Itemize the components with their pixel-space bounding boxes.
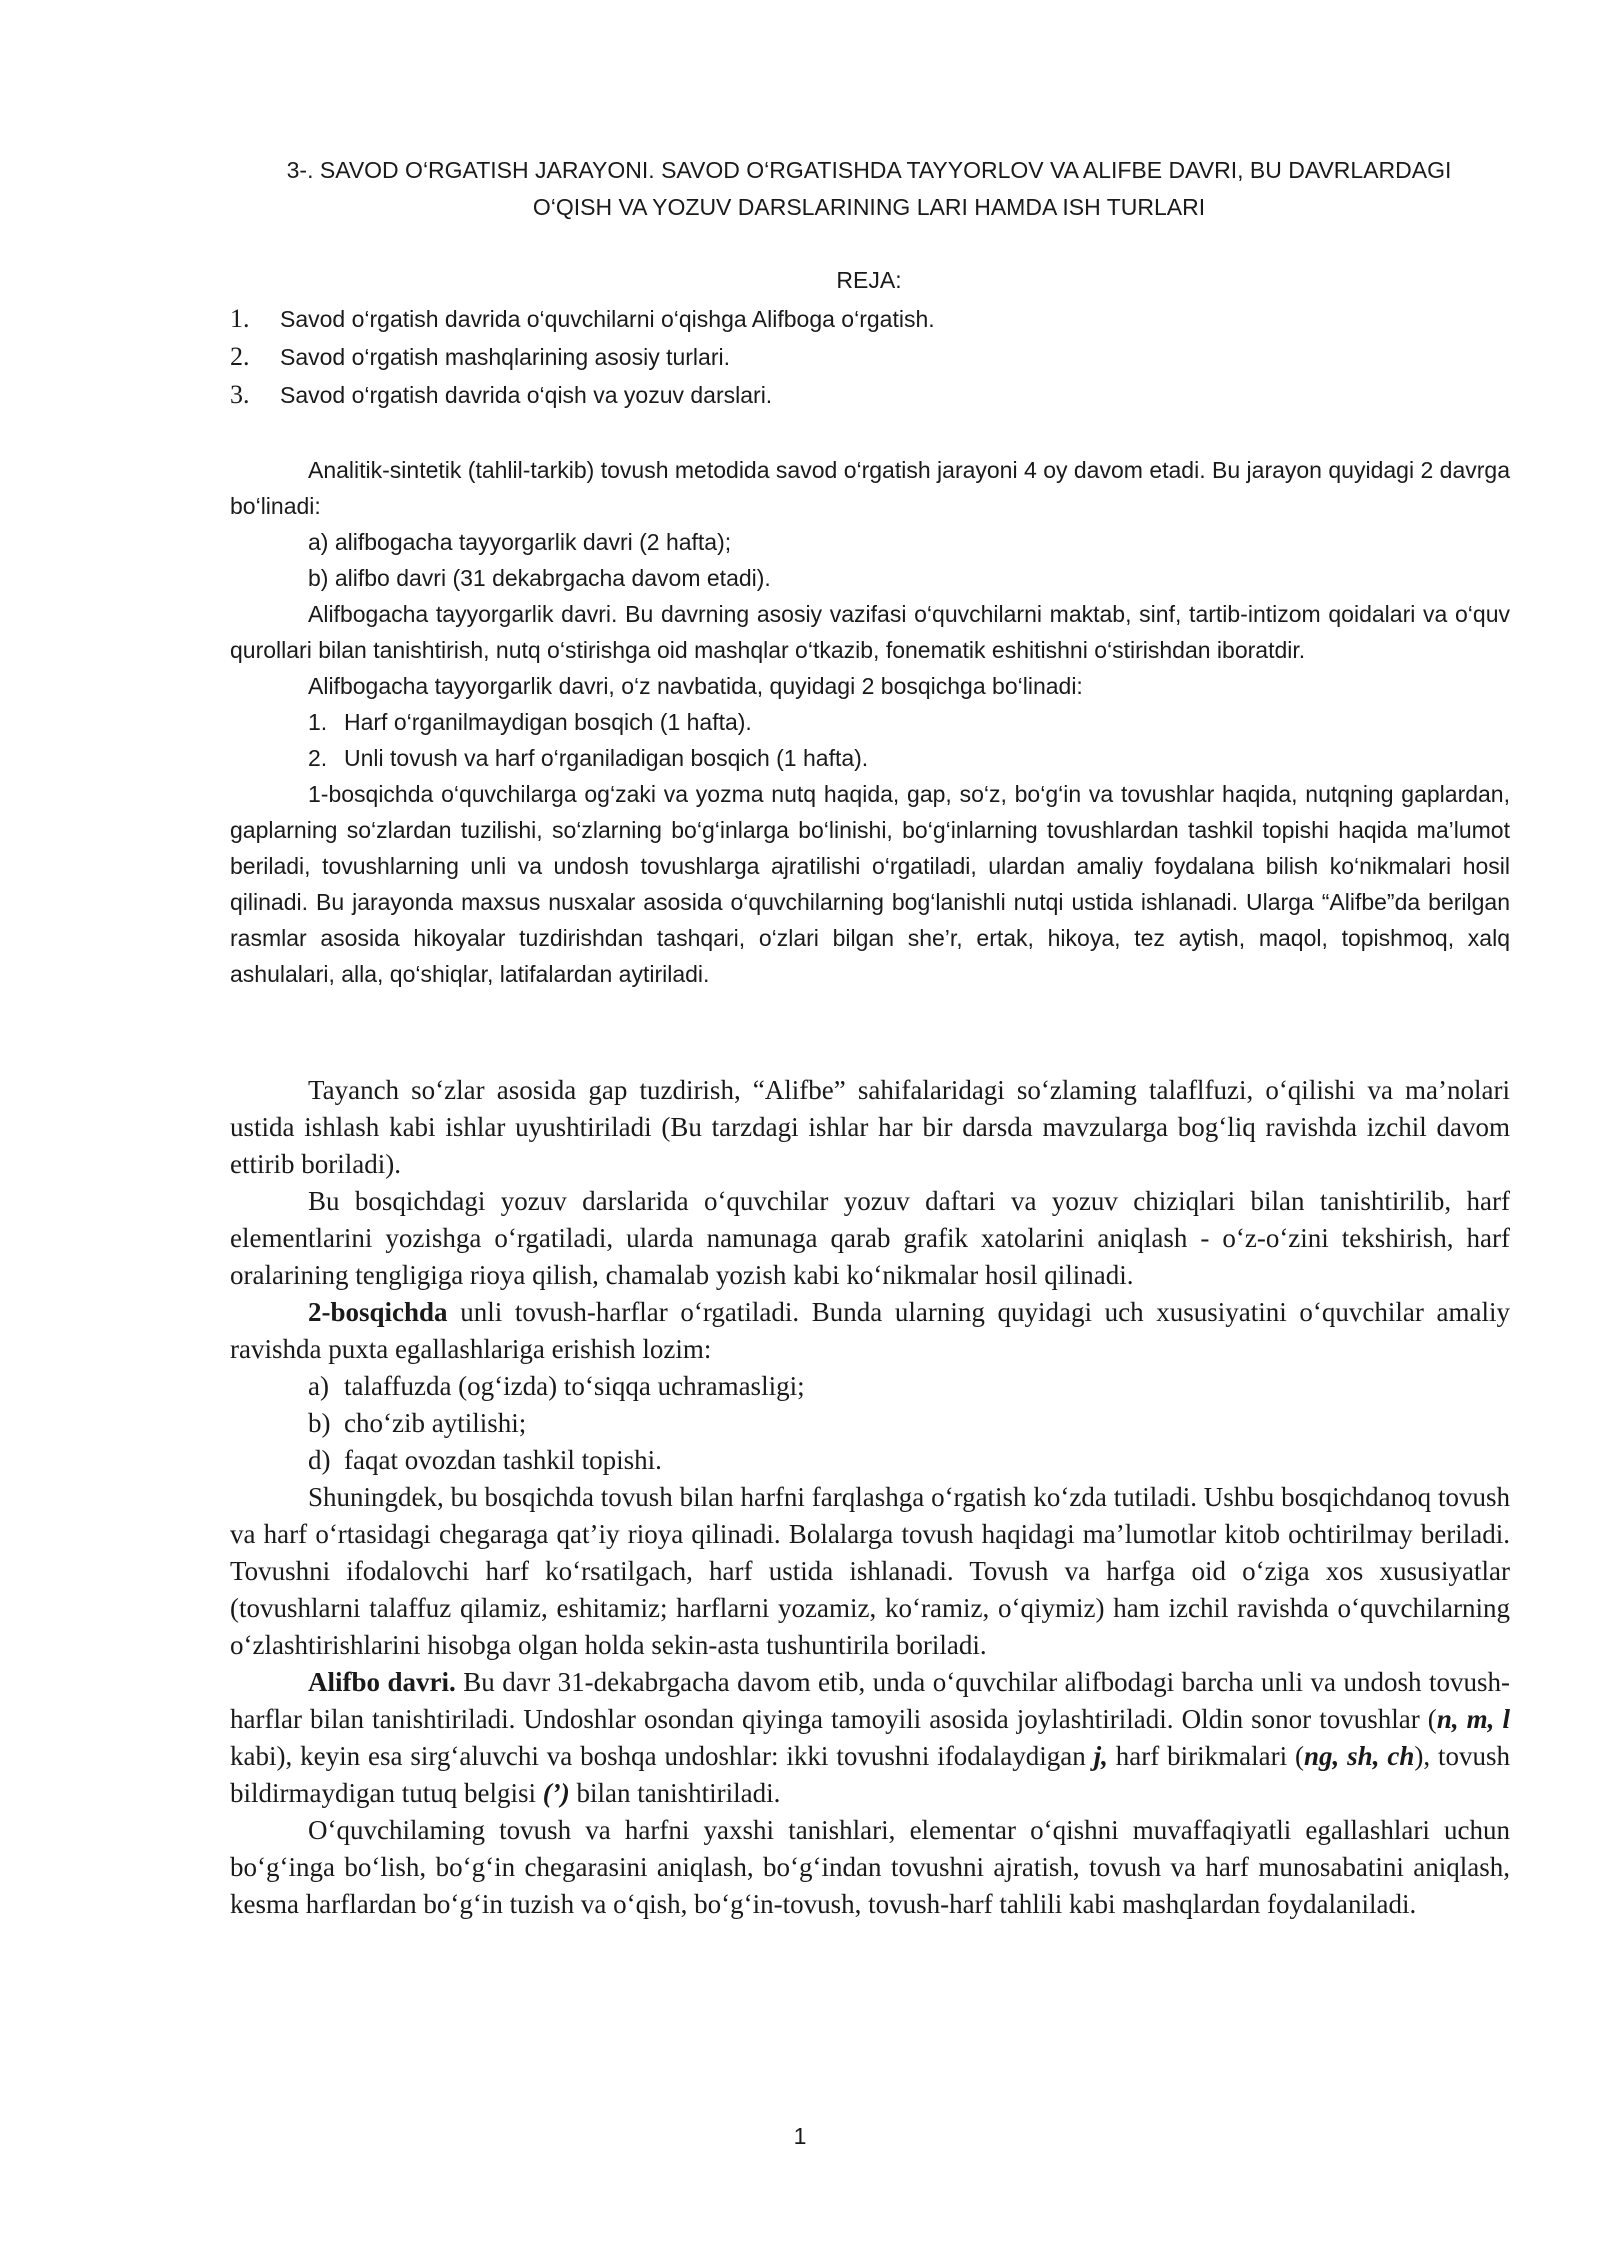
plan-item-number: 3. — [230, 380, 250, 409]
alphabet-text-2: kabi), keyin esa sirg‘aluvchi va boshqa undoshlar: ikki tovushni ifodalaydigan — [230, 1741, 1094, 1771]
paragraph-stage-one: 1-bosqichda o‘quvchilarga og‘zaki va yozma nutq haqida, gap, so‘z, bo‘g‘in va tovushlar haqida, nutqning gaplardan, gaplarning so‘zlardan tuzilishi, so‘zlarning bo‘g‘inlarga bo‘linishi, bo‘g‘inlarning tovushlardan tashkil topishi haqida ma’lumot beriladi, tovushlarning unli va undosh tovushlarga ajratilishi o‘rgatiladi, ulardan amaliy foydalana bilish ko‘nikmalari hosil qilinadi. Bu jarayonda maxsus nusxalar asosida o‘quvchilarning bog‘lanishli nutqi ustida ishlanadi. Ularga “Alifbe”da berilgan rasmlar asosida hikoyalar tuzdirishdan tashqari, o‘zlari bilgan she’r, ertak, hikoya, tez aytish, maqol, topishmoq, xalq ashulalari, alla, qo‘shiqlar, latifalardan aytiriladi. — [230, 781, 1510, 987]
feature-item — [230, 1368, 1510, 1405]
feature-item-text: faqat ovozdan tashkil topishi. — [344, 1445, 662, 1475]
apostrophe-mark: (’) — [542, 1778, 570, 1808]
feature-item-text: talaffuzda (og‘izda) to‘siqqa uchramasligi; — [344, 1371, 805, 1401]
alphabet-text-1: Bu davr 31-dekabrgacha davom etib, unda o‘quvchilar alifbodagi barcha unli va undosh tovush-harflar bilan tanishtiriladi. Undoshlar osondan qiyinga tamoyili asosida joylashtiriladi. Oldin sonor tovushlar ( — [230, 1667, 1510, 1734]
paragraph-sound-letter: Shuningdek, bu bosqichda tovush bilan harfni farqlashga o‘rgatish ko‘zda tutiladi. Ushbu bosqichdanoq tovush va harf o‘rtasidagi chegaraga qat’iy rioya qilinadi. Bolalarga tovush haqidagi ma’lumotlar kitob ochtirilmay beriladi. Tovushni ifodalovchi harf ko‘rsatilgach, harf ustida ishlanadi. Tovush va harfga oid o‘ziga xos xususiyatlar (tovushlarni talaffuz qilamiz, eshitamiz; harflarni yozamiz, ko‘ramiz, o‘qiymiz) ham izchil ravishda o‘quvchilarning o‘zlashtirishlarini hisobga olgan holda sekin-asta tushuntirila boriladi. — [230, 1482, 1510, 1660]
stage-two-label: 2-bosqichda — [308, 1297, 448, 1327]
paragraph-exercises: O‘quvchilaming tovush va harfni yaxshi tanishlari, elementar o‘qishni muvaffaqiyatli egallashlari uchun bo‘g‘inga bo‘lish, bo‘g‘in chegarasini aniqlash, bo‘g‘indan tovushni ajratish, tovush va harf munosabatini aniqlash, kesma harflardan bo‘g‘in tuzish va o‘qish, bo‘g‘in-tovush, tovush-harf tahlili kabi mashqlardan foydalaniladi. — [230, 1815, 1510, 1919]
paragraph-stages-intro: Alifbogacha tayyorgarlik davri, o‘z navbatida, quyidagi 2 bosqichga bo‘linadi: — [308, 673, 1083, 699]
stage-item-text: Harf o‘rganilmaydigan bosqich (1 hafta). — [344, 709, 752, 735]
stage-two-text: unli tovush-harflar o‘rgatiladi. Bunda ularning quyidagi uch xususiyatini o‘quvchilar amaliy ravishda puxta egallashlariga erishish lozim: — [230, 1297, 1510, 1364]
body-section-serif — [230, 1072, 1510, 1923]
sonor-letters: n, m, l — [1436, 1704, 1510, 1734]
feature-item — [230, 1442, 1510, 1479]
period-item-b: b) alifbo davri (31 dekabrgacha davom etadi). — [308, 565, 771, 591]
plan-item — [230, 338, 1512, 376]
stage-item-text: Unli tovush va harf o‘rganiladigan bosqich (1 hafta). — [344, 745, 869, 771]
feature-item — [230, 1405, 1510, 1442]
plan-heading: REJA: — [836, 267, 902, 293]
alphabet-period-label: Alifbo davri. — [308, 1667, 456, 1697]
alphabet-text-5: bilan tanishtiriladi. — [569, 1778, 781, 1808]
paragraph-stage-two — [230, 1294, 1510, 1368]
feature-item-letter: b) — [308, 1408, 331, 1438]
page-number: 1 — [793, 2123, 807, 2149]
alphabet-text-3: harf birikmalari ( — [1107, 1741, 1304, 1771]
feature-item-text: cho‘zib aytilishi; — [344, 1408, 527, 1438]
stage-item-number: 2. — [308, 745, 328, 771]
paragraph-intro: Analitik-sintetik (tahlil-tarkib) tovush metodida savod o‘rgatish jarayoni 4 oy davom etadi. Bu jarayon quyidagi 2 davrga bo‘linadi: — [230, 457, 1510, 519]
plan-item — [230, 300, 1512, 338]
paragraph-preparation: Alifbogacha tayyorgarlik davri. Bu davrning asosiy vazifasi o‘quvchilarni maktab, sinf, tartib-intizom qoidalari va o‘quv qurollari bilan tanishtirish, nutq o‘stirishga oid mashqlar o‘tkazib, fonematik eshitishni o‘stirishdan iboratdir. — [230, 601, 1510, 663]
plan-item-number: 2. — [230, 342, 250, 371]
plan-list — [230, 300, 1512, 414]
paragraph-writing-lessons: Bu bosqichdagi yozuv darslarida o‘quvchilar yozuv daftari va yozuv chiziqlari bilan tanishtirilib, harf elementlarini yozishga o‘rgatiladi, ularda namunaga qarab grafik xatolarini aniqlash - o‘z-o‘zini tekshirish, harf oralarining tengligiga rioya qilish, chamalab yozish kabi ko‘nikmalar hosil qilinadi. — [230, 1186, 1510, 1290]
alphabet-text-4: ), tovush bildirmaydigan tutuq belgisi — [230, 1741, 1510, 1808]
plan-item-text: Savod o‘rgatish davrida o‘qish va yozuv darslari. — [280, 382, 773, 408]
feature-item-letter: d) — [308, 1445, 331, 1475]
stage-item-number: 1. — [308, 709, 328, 735]
document-title — [228, 152, 1510, 226]
paragraph-alphabet-period — [230, 1664, 1510, 1812]
letter-combinations: ng, sh, ch — [1304, 1741, 1415, 1771]
paragraph-key-words: Tayanch so‘zlar asosida gap tuzdirish, “Alifbe” sahifalaridagi so‘zlaming talaflfuzi, o‘qilishi va ma’nolari ustida ishlash kabi ishlar uyushtiriladi (Bu tarzdagi ishlar har bir darsda mavzularga bog‘liq ravishda izchil davom ettirib boriladi). — [230, 1075, 1510, 1179]
period-item-a: a) alifbogacha tayyorgarlik davri (2 hafta); — [308, 529, 732, 555]
plan-item-text: Savod o‘rgatish davrida o‘quvchilarni o‘qishga Alifboga o‘rgatish. — [280, 306, 935, 332]
body-section-sans — [230, 452, 1510, 992]
letter-j: j, — [1093, 1741, 1108, 1771]
stage-item — [230, 704, 1510, 740]
title-line-1: 3-. SAVOD O‘RGATISH JARAYONI. SAVOD O‘RGATISHDA TAYYORLOV VA ALIFBE DAVRI, BU DAVRLARDAGI — [286, 157, 1452, 183]
plan-item-text: Savod o‘rgatish mashqlarining asosiy turlari. — [280, 344, 730, 370]
plan-item-number: 1. — [230, 304, 250, 333]
feature-item-letter: a) — [308, 1371, 329, 1401]
stage-item — [230, 740, 1510, 776]
plan-item — [230, 376, 1512, 414]
title-line-2: O‘QISH VA YOZUV DARSLARINING LARI HAMDA ISH TURLARI — [532, 194, 1206, 220]
